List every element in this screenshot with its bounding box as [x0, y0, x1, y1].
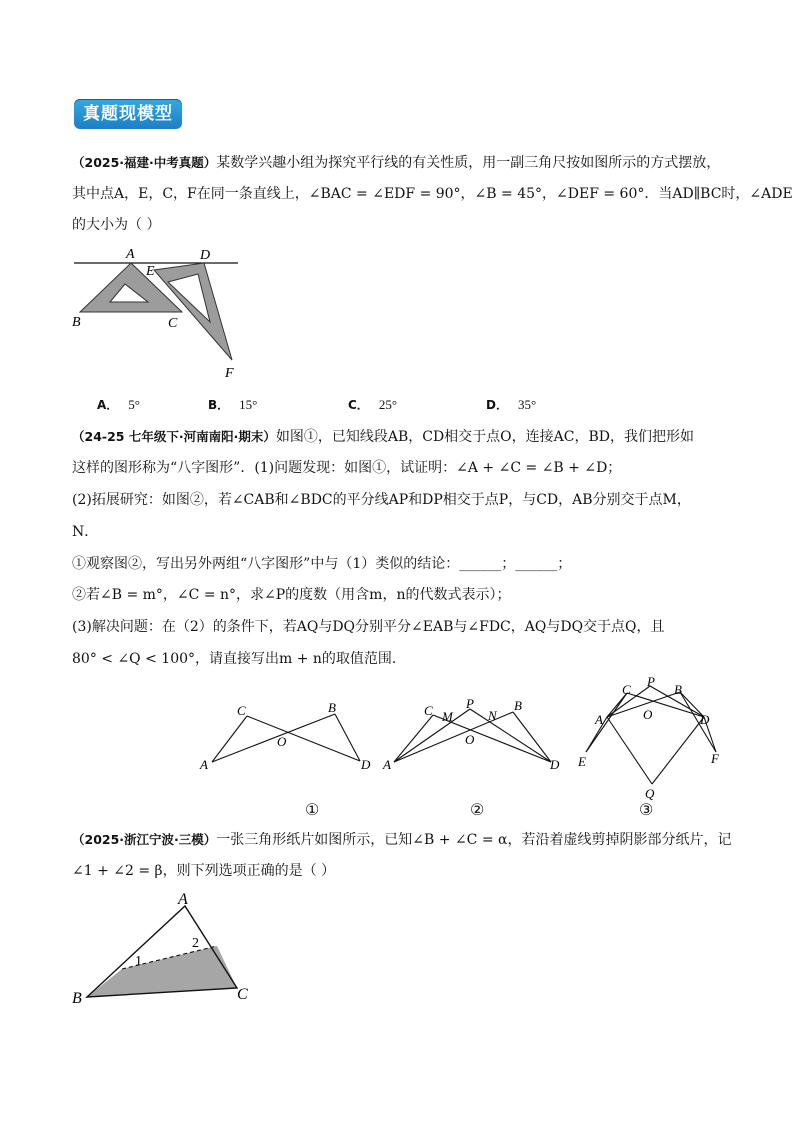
svg-text:B: B: [514, 698, 522, 713]
q1-text1: 某数学兴趣小组为探究平行线的有关性质，用一副三角尺按如图所示的方式摆放，: [216, 155, 721, 171]
q2-line6: ②若∠B = m°，∠C = n°，求∠P的度数（用含m，n的代数式表示）；: [72, 587, 511, 603]
svg-text:P: P: [647, 674, 655, 689]
q1-line1: [72, 153, 720, 173]
q2-caption-3: ③: [639, 800, 654, 819]
q3-text1: 一张三角形纸片如图所示，已知∠B + ∠C = α，若沿着虚线剪掉阴影部分纸片，记: [216, 832, 732, 848]
q2-caption-2: ②: [470, 800, 485, 819]
q1-label-C: C: [168, 316, 178, 331]
svg-text:C: C: [237, 703, 246, 718]
svg-text:D: D: [700, 712, 710, 727]
svg-text:A: A: [200, 757, 208, 772]
svg-text:O: O: [277, 734, 287, 749]
q2-line2: 这样的图形称为“八字图形”．(1)问题发现：如图①，试证明：∠A + ∠C = ∠B + ∠D；: [72, 460, 622, 476]
svg-text:A: A: [383, 757, 391, 772]
svg-text:B: B: [72, 990, 82, 1007]
q1-option-c[interactable]: C． 25°: [348, 397, 398, 412]
svg-text:2: 2: [192, 936, 199, 951]
q1-label-A: A: [126, 247, 135, 262]
q2-source: （24-25 七年级下·河南南阳·期末）: [72, 429, 276, 444]
svg-text:O: O: [643, 707, 653, 722]
q1-source: （2025·福建·中考真题）: [72, 155, 217, 170]
q1-line3: 的大小为（ ）: [72, 217, 161, 233]
svg-text:C: C: [424, 703, 433, 718]
q1-figure: [60, 240, 260, 390]
svg-text:B: B: [674, 682, 682, 697]
svg-text:M: M: [442, 709, 453, 724]
q2-line4: N．: [72, 524, 99, 540]
q1-line2: 其中点A，E，C，F在同一条直线上，∠BAC = ∠EDF = 90°，∠B = 45°，∠DEF = 60°．当AD∥BC时，∠ADE: [72, 186, 793, 202]
q2-line3: (2)拓展研究：如图②，若∠CAB和∠BDC的平分线AP和DP相交于点P，与CD，AB分别交于点M，: [72, 492, 691, 508]
section-badge-label: 真题现模型: [83, 104, 173, 124]
svg-text:D: D: [361, 757, 371, 772]
q1-label-B: B: [72, 315, 81, 330]
svg-text:A: A: [595, 712, 603, 727]
svg-text:N: N: [488, 708, 497, 723]
q1-label-F: F: [225, 366, 234, 381]
q1-label-E: E: [146, 264, 155, 279]
q1-option-a[interactable]: A． 5°: [97, 397, 140, 412]
q2-line1: [72, 427, 694, 447]
q3-line1: [72, 830, 731, 850]
q3-line2: ∠1 + ∠2 = β，则下列选项正确的是（ ）: [72, 863, 336, 879]
q2-line8: 80° < ∠Q < 100°，请直接写出m + n的取值范围．: [72, 651, 406, 667]
q2-figure-2: [380, 690, 570, 785]
svg-text:D: D: [550, 757, 560, 772]
q2-line7: (3)解决问题：在（2）的条件下，若AQ与DQ分别平分∠EAB与∠FDC，AQ与DQ交于点Q，且: [72, 619, 665, 635]
svg-text:P: P: [466, 696, 474, 711]
svg-text:1: 1: [135, 954, 142, 969]
q1-label-D: D: [200, 248, 211, 263]
q2-text1: 如图①，已知线段AB，CD相交于点O，连接AC，BD，我们把形如: [275, 429, 694, 445]
q1-option-b[interactable]: B． 15°: [208, 397, 258, 412]
section-badge: [74, 99, 182, 129]
svg-text:E: E: [578, 754, 586, 769]
q2-caption-1: ①: [305, 800, 320, 819]
svg-text:O: O: [465, 732, 475, 747]
svg-text:C: C: [237, 986, 248, 1003]
q2-figure-3: [570, 672, 730, 802]
svg-text:C: C: [622, 682, 631, 697]
svg-text:Q: Q: [645, 786, 655, 801]
q2-line5: ①观察图②，写出另外两组“八字图形”中与（1）类似的结论：______；______；: [72, 556, 572, 572]
q3-source: （2025·浙江宁波·三模）: [72, 832, 217, 847]
svg-text:B: B: [328, 700, 336, 715]
svg-text:A: A: [178, 891, 188, 908]
q2-figure-1: [195, 695, 375, 785]
q1-option-d[interactable]: D． 35°: [486, 397, 537, 412]
q3-figure: [65, 885, 265, 1010]
svg-text:F: F: [711, 751, 719, 766]
